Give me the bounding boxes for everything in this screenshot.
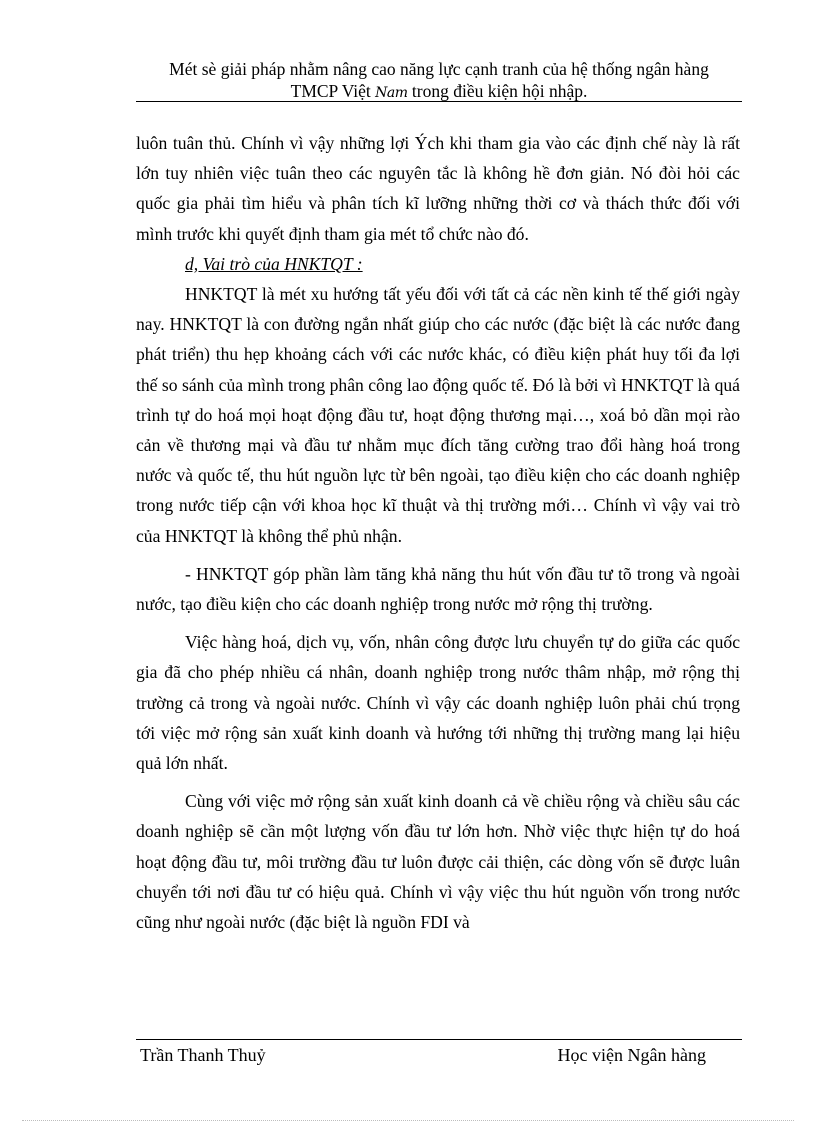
paragraph-role-overview: HNKTQT là mét xu hướng tất yếu đối với tất cả các nền kinh tế thế giới ngày nay. HNKTQT là con đường ngắn nhất giúp cho các nước (đặc biệt là các nước đang phát triển) thu hẹp khoảng cách với các nước khác, có điều kiện phát huy tối đa lợi thế so sánh của mình trong phân công lao động quốc tế. Đó là bởi vì HNKTQT là quá trình tự do hoá mọi hoạt động đầu tư, hoạt động thương mại…, xoá bỏ dần mọi rào cản về thương mại và đầu tư nhằm mục đích tăng cường trao đổi hàng hoá trong nước và quốc tế, thu hút nguồn lực từ bên ngoài, tạo điều kiện cho các doanh nghiệp trong nước tiếp cận với khoa học kĩ thuật và thị trường mới… Chính vì vậy vai trò của HNKTQT là không thể phủ nhận. (136, 284, 740, 546)
page-bottom-edge (22, 1120, 794, 1121)
document-body (136, 128, 740, 937)
header-divider (136, 101, 742, 102)
paragraph-continued: luôn tuân thủ. Chính vì vậy những lợi Ých khi tham gia vào các định chế này là rất lớn tuy nhiên việc tuân theo các nguyên tắc là không hề đơn giản. Nó đòi hỏi các quốc gia phải tìm hiểu và phân tích kĩ lưỡng những thời cơ và thách thức đối với mình trước khi quyết định tham gia mét tổ chức nào đó. (136, 133, 740, 244)
paragraph-market-expansion: Việc hàng hoá, dịch vụ, vốn, nhân công được lưu chuyển tự do giữa các quốc gia đã cho phép nhiều cá nhân, doanh nghiệp trong nước thâm nhập, mở rộng thị trường cả trong và ngoài nước. Chính vì vậy các doanh nghiệp luôn phải chú trọng tới việc mở rộng sản xuất kinh doanh và hướng tới những thị trường mang lại hiệu quả lớn nhất. (136, 632, 740, 774)
section-heading: d, Vai trò của HNKTQT : (185, 253, 363, 274)
header-line-2-end: trong điều kiện hội nhập. (407, 81, 588, 101)
footer-author: Trần Thanh Thuỷ (140, 1045, 266, 1065)
header-line-2-start: TMCP Việt (290, 81, 376, 101)
footer-institution: Học viện Ngân hàng (557, 1045, 706, 1065)
paragraph-capital-attraction: - HNKTQT góp phần làm tăng khả năng thu hút vốn đầu tư tõ trong và ngoài nước, tạo điều kiện cho các doanh nghiệp trong nước mở rộng thị trường. (136, 563, 740, 615)
header-nam-word: Nam (375, 85, 408, 101)
footer-divider (136, 1039, 742, 1040)
paragraph-investment-capital: Cùng với việc mở rộng sản xuất kinh doanh cả về chiều rộng và chiều sâu các doanh nghiệp sẽ cần một lượng vốn đầu tư lớn hơn. Nhờ việc thực hiện tự do hoá hoạt động đầu tư, môi trường đầu tư luôn được cải thiện, các dòng vốn sẽ được luân chuyển tới nơi đầu tư có hiệu quả. Chính vì vậy việc thu hút nguồn vốn trong nước cũng như ngoài nước (đặc biệt là nguồn FDI và (136, 791, 740, 933)
header-line-1: Mét sè giải pháp nhằm nâng cao năng lực cạnh tranh của hệ thống ngân hàng (169, 59, 709, 79)
running-header (136, 58, 742, 104)
